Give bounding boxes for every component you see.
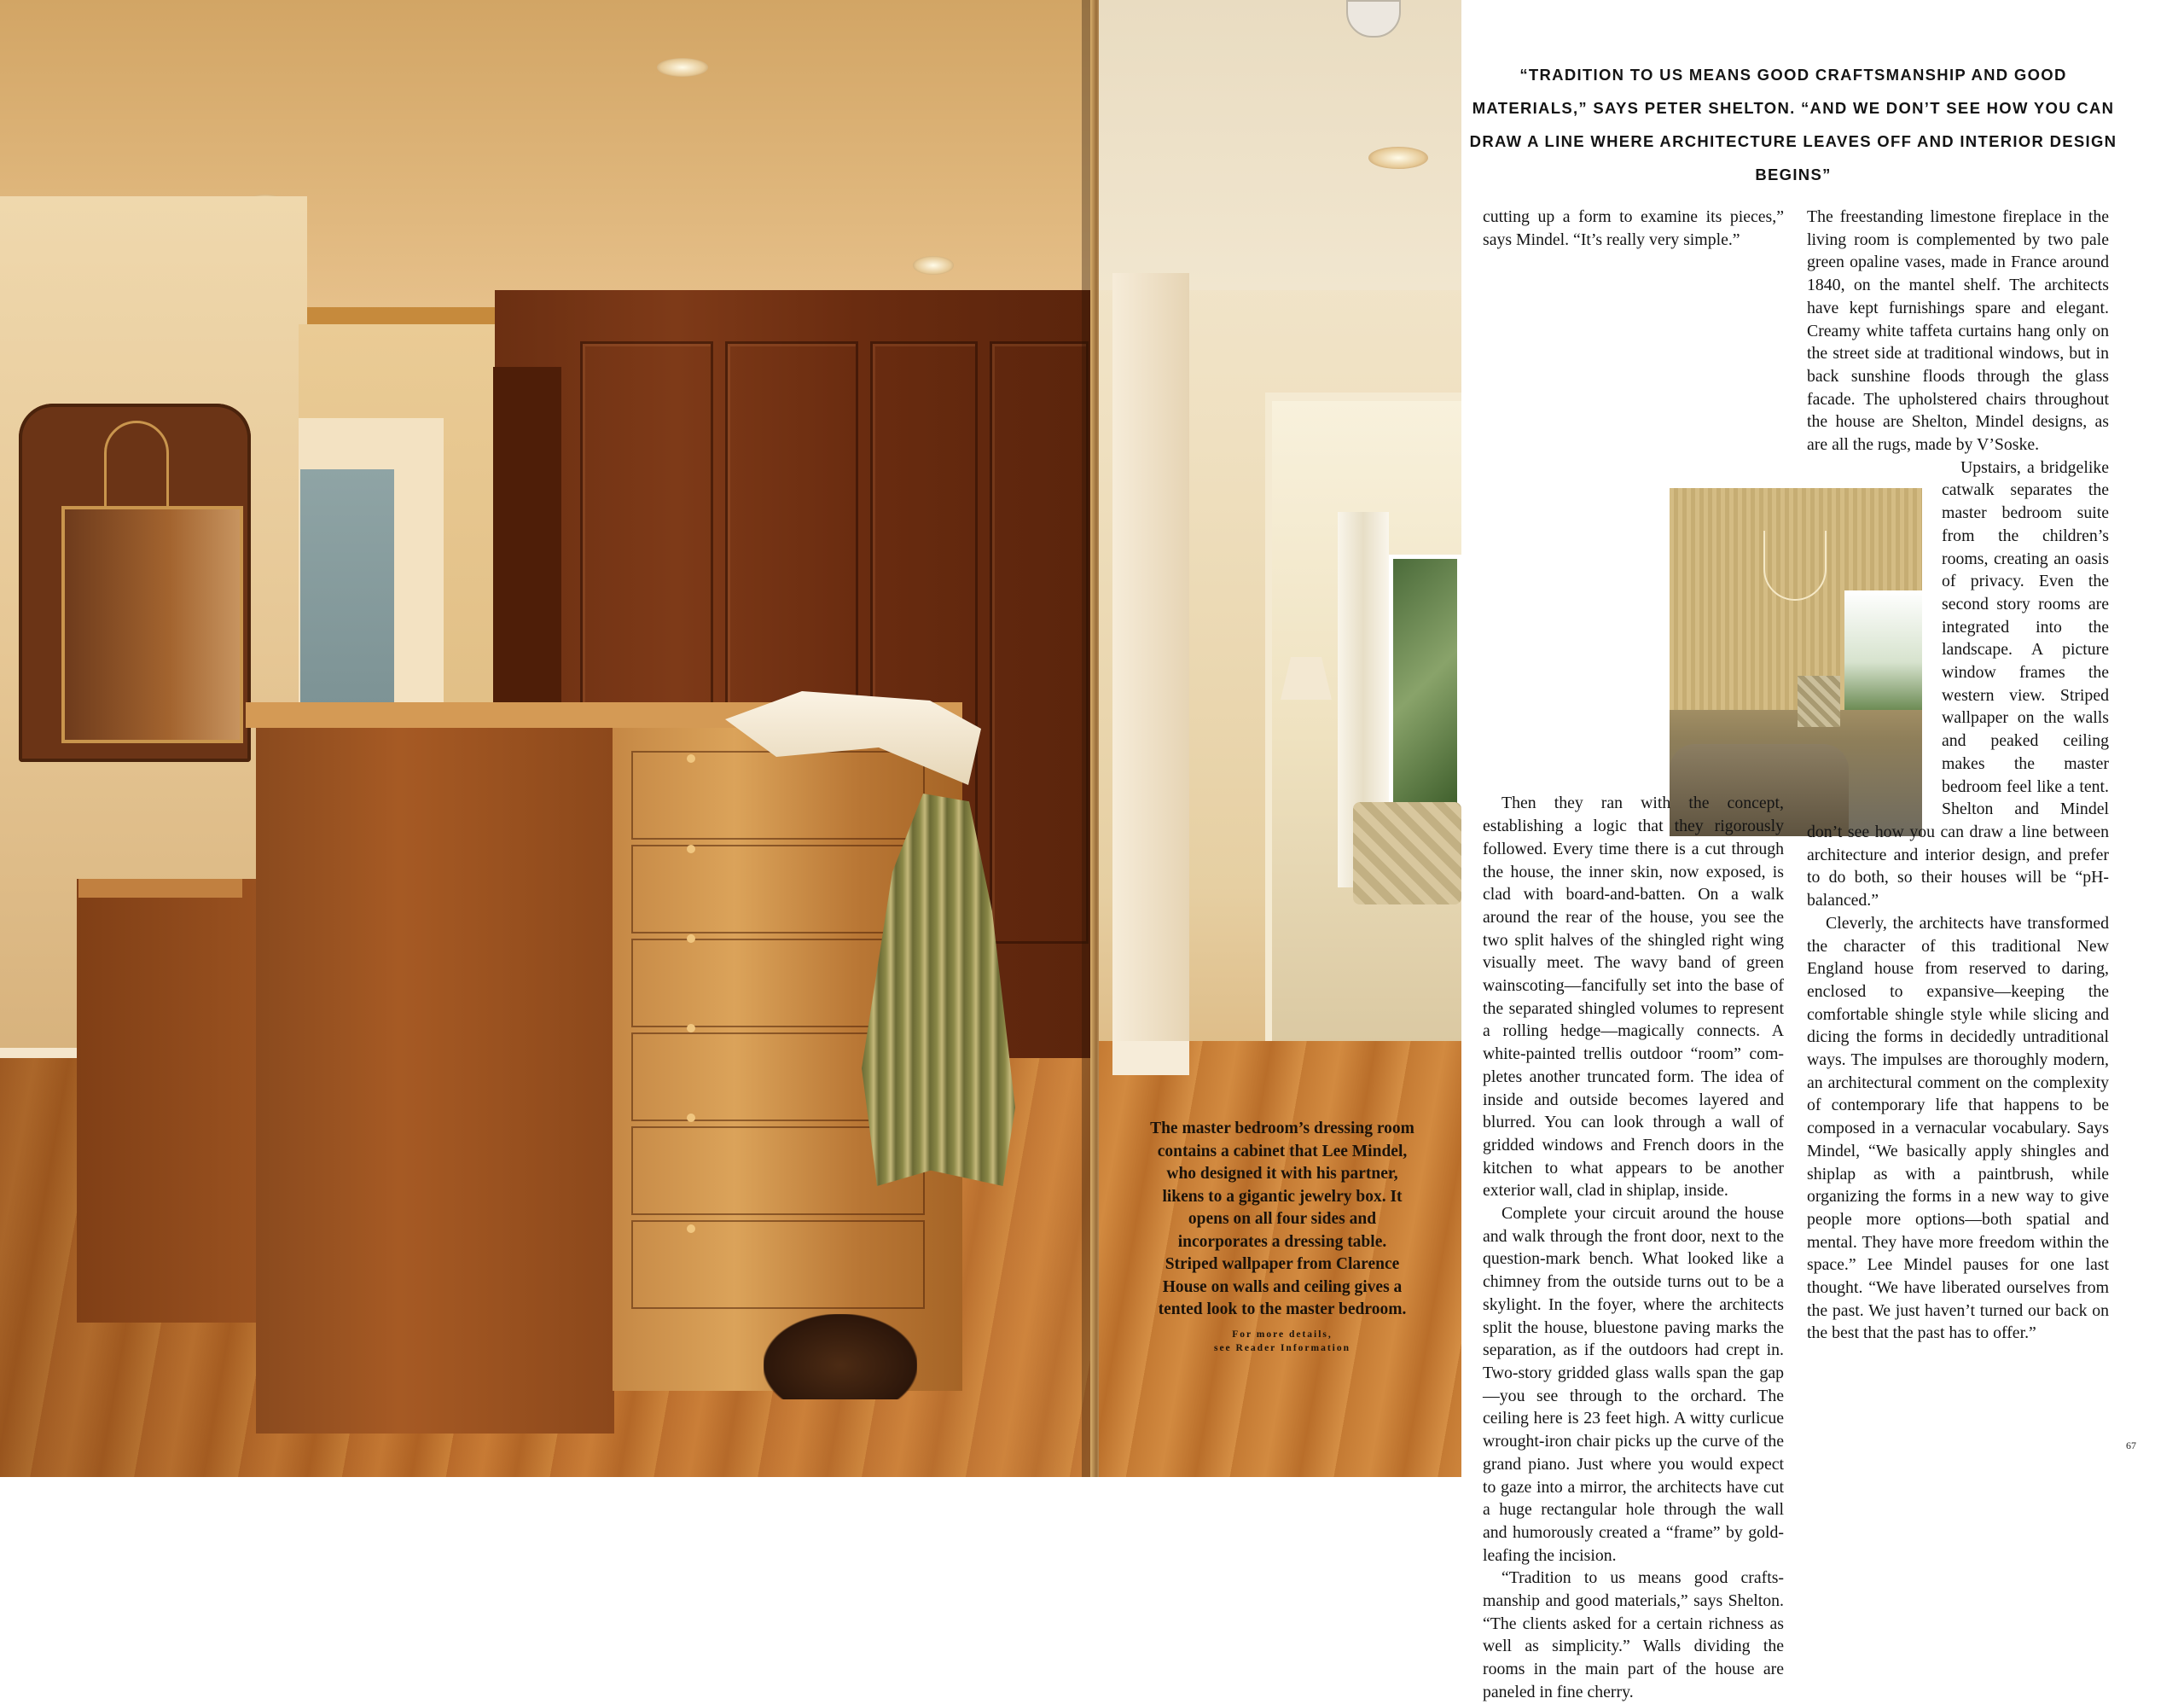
- drawer: [631, 751, 925, 840]
- ceiling-light: [657, 58, 708, 77]
- wardrobe-panel: [990, 341, 1089, 944]
- mirror-glass: [61, 506, 243, 743]
- drawer-knob: [687, 754, 695, 763]
- paragraph: Upstairs, a bridgelike catwalk separates the master bedroom suite from the children’s rooms, creating an oasis of privacy. Even the second story rooms are integrated into the landscape. A picture window frames the western view. Striped wallpaper on the walls and peaked ceiling makes the master bedroom feel like a tent. Shelton and Mindel don’t see how you can draw a line between architecture and interior design, and prefer to do both, so their houses will be “pH-balanced.”: [1807, 457, 2109, 910]
- paragraph: The freestanding limestone fireplace in the living room is complemented by two pale green opaline vases, made in France around 1840, on the mantel shelf. The architects have kept furnishings spare and elegant. Creamy white taffeta curtains hang only on the street side at traditional windows, but in back sunshine floods through the glass facade. The upholstered chairs throughout the house are Shelton, Mindel designs, as are all the rugs, made by V’Soske.: [1807, 207, 2109, 455]
- paragraph: Then they ran with the concept, establishing a logic that they rigorously followed. Every time there is a cut through the house, the inner skin, now exposed, is clad with board-and-batten. On a walk around the rear of the house, you see the two split halves of the shingled right wing visually meet. The wavy band of green wainscoting—fancifully set into the base of the separated shingled volumes to represent a rolling hedge—magically connects. A white-painted trellis outdoor “room” completes another truncated form. The idea of inside and outside becomes layered and blurred. You can look through a wall of gridded windows and French doors in the kitchen to what appears to be another exterior wall, clad in shiplap, inside.: [1483, 794, 1784, 1201]
- drawer-knob: [687, 1114, 695, 1122]
- caption-note-line: For more details,: [1232, 1329, 1333, 1340]
- drawer-knob: [687, 1224, 695, 1233]
- drawer: [631, 1220, 925, 1309]
- text-column-2: [1807, 206, 2109, 1345]
- baseboard: [1112, 1041, 1189, 1075]
- caption-note-line: see Reader Information: [1213, 1342, 1351, 1353]
- inset-float: [1535, 432, 1784, 787]
- upholstered-sofa: [1353, 802, 1461, 904]
- loafers: [764, 1314, 917, 1399]
- drawer-knob: [687, 845, 695, 853]
- dressing-room-photo: [0, 0, 1099, 1477]
- text-column-1: [1483, 206, 1784, 1704]
- inset-float: [1807, 459, 1933, 814]
- wall-mirror: [19, 404, 251, 762]
- window: [1389, 555, 1461, 811]
- mirror-ornament: [104, 421, 169, 520]
- ceiling: [1099, 0, 1461, 290]
- paragraph: Complete your circuit around the house and walk through the front door, next to the question-mark bench. What looked like a chimney from the outside turns out to be a skylight. In the foyer, where the architects split the house, bluestone paving marks the separation, as if the outdoors had crept in. Two-story gridded glass walls span the gap—you see through to the orchard. The ceiling here is 23 feet high. A witty curlicue wrought-iron chair picks up the curve of the grand piano. Just where you would expect to gaze into a mirror, the architects have cut a huge rectangular hole through the wall and humorously created a “frame” by gold-leafing the incision.: [1483, 1204, 1784, 1565]
- caption-text: The master bedroom’s dressing room contains a cabinet that Lee Mindel, who designed it with his partner, likens to a gigantic jewelry box. It opens on all four sides and incorporates a dressing table. Striped wallpaper from Clarence House on walls and ceiling gives a tented look to the master bedroom.: [1150, 1120, 1414, 1318]
- wardrobe-side: [493, 367, 561, 725]
- drawer-knob: [687, 934, 695, 943]
- paragraph: “Tradition to us means good craftsmanship and good materials,” says Shelton. “The clients asked for a certain richness as well as simplicity.” Walls dividing the rooms in the main part of the house are paneled in fine cherry.: [1483, 1568, 1784, 1701]
- paragraph: Cleverly, the architects have transformed the character of this traditional New England house from reserved to daring, enclosed to expansive—keeping the comfortable shingle style while slicing and dicing the forms in decidedly untraditional ways. The impulses are thoroughly modern, an architectural comment on the complexity of contemporary life that happens to be composed in a vernacular vocabulary. Says Mindel, “We basically apply shingles and shiplap as with a paintbrush, while organizing the forms in a new way to give people more options—both spatial and mental. They have more freedom within the space.” Lee Mindel pauses for one last thought. “We have liberated ourselves from the past. We just haven’t turned our back on the best that the past has to offer.”: [1807, 913, 2109, 1343]
- dressing-table: [77, 879, 264, 1323]
- ceiling-light: [1368, 147, 1428, 169]
- dressing-table-top: [78, 879, 242, 898]
- caption-note: [1150, 1325, 1414, 1358]
- drawer: [631, 845, 925, 933]
- paragraph: cutting up a form to examine its pieces,” says Mindel. “It’s really very simple.”: [1483, 207, 1784, 249]
- ceiling-light: [913, 256, 954, 275]
- cabinet-front: [256, 725, 614, 1434]
- wall-pillar: [1112, 273, 1189, 1092]
- page-number: 67: [2126, 1439, 2136, 1451]
- drawer-knob: [687, 1024, 695, 1032]
- photo-caption: [1150, 1118, 1414, 1358]
- pull-quote: “TRADITION TO US MEANS GOOD CRAFTSMANSHIP AND GOOD MATERIALS,” SAYS PETER SHELTON. “AND WE DON’T SEE HOW YOU CAN DRAW A LINE WHERE ARCHITECTURE LEAVES OFF AND INTERIOR DESIGN BEGINS”: [1469, 66, 2117, 183]
